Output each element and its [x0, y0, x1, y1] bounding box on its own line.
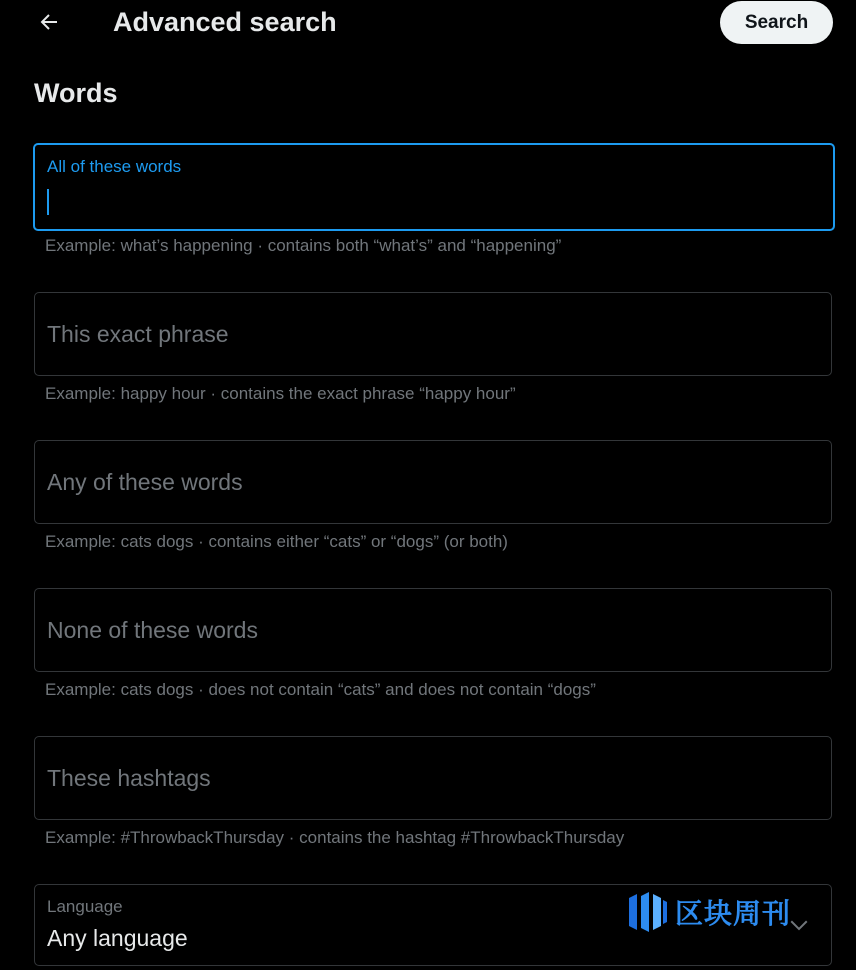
exact-phrase-input[interactable]: [35, 293, 831, 375]
language-label: Language: [47, 897, 123, 916]
none-words-hint: Example: cats dogs · does not contain “cats” and does not contain “dogs”: [45, 680, 596, 699]
arrow-left-icon: [37, 10, 61, 34]
chevron-down-icon: [787, 913, 811, 937]
all-words-hint: Example: what’s happening · contains both “what’s” and “happening”: [45, 236, 562, 255]
text-caret: [47, 189, 49, 215]
header: [0, 0, 856, 46]
all-words-label: All of these words: [47, 157, 182, 176]
none-words-input[interactable]: [35, 589, 831, 671]
watermark-text: 区块周刊: [675, 897, 792, 930]
search-button[interactable]: Search: [720, 1, 833, 44]
language-value: Any language: [47, 925, 188, 951]
any-words-field[interactable]: [34, 440, 832, 524]
any-words-input[interactable]: [35, 441, 831, 523]
all-words-field[interactable]: [33, 143, 835, 231]
exact-phrase-field[interactable]: [34, 292, 832, 376]
hashtags-field[interactable]: [34, 736, 832, 820]
all-words-input[interactable]: [35, 145, 833, 229]
hashtags-hint: Example: #ThrowbackThursday · contains the hashtag #ThrowbackThursday: [45, 828, 625, 847]
page-title: Advanced search: [113, 7, 337, 37]
hashtags-input[interactable]: [35, 737, 831, 819]
section-title-words: Words: [34, 78, 118, 108]
any-words-hint: Example: cats dogs · contains either “cats” or “dogs” (or both): [45, 532, 508, 551]
exact-phrase-hint: Example: happy hour · contains the exact phrase “happy hour”: [45, 384, 516, 403]
back-button[interactable]: [33, 6, 65, 38]
none-words-field[interactable]: [34, 588, 832, 672]
language-select[interactable]: [34, 884, 832, 966]
